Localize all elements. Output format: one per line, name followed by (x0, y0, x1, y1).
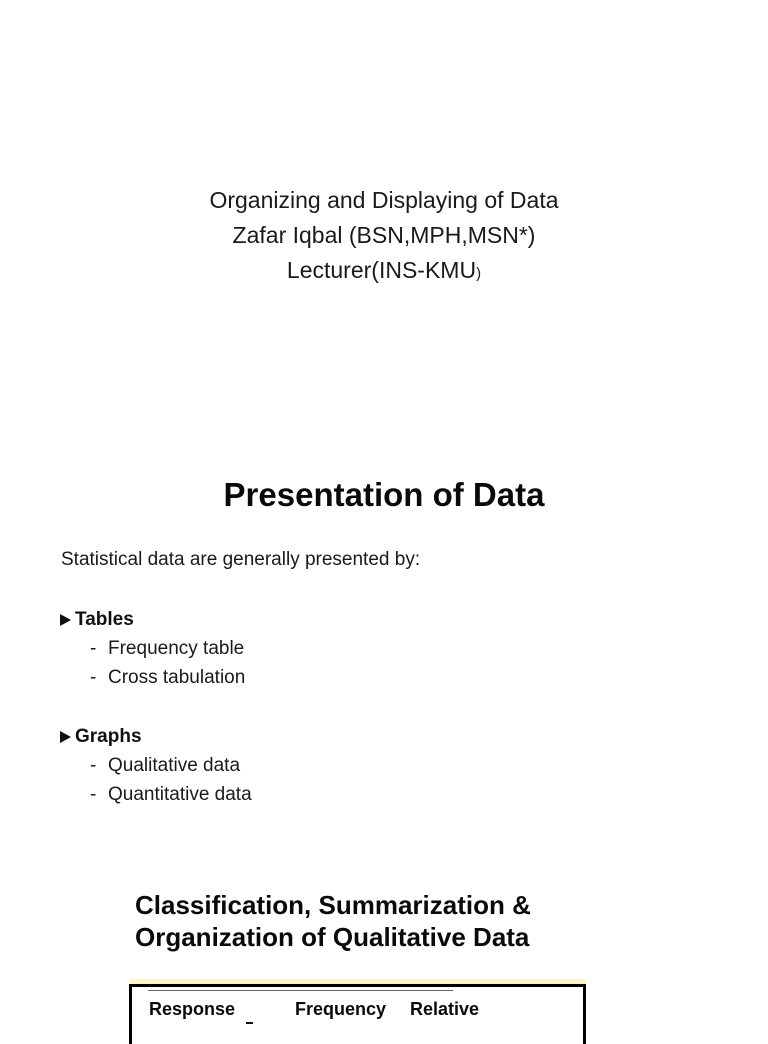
intro-text: Statistical data are generally presented by: (61, 549, 421, 570)
section-heading (60, 722, 252, 751)
section-heading-label: Tables (75, 608, 134, 630)
list-item: - Qualitative data (90, 755, 241, 776)
title-slide-text (0, 183, 768, 291)
column-header-frequency: Frequency (295, 999, 387, 1019)
list-item: - Frequency table (90, 638, 245, 659)
frequency-table (129, 979, 586, 1039)
section-graphs (60, 722, 252, 809)
section-heading-label: Graphs (75, 725, 142, 747)
arrow-bullet-icon (60, 731, 71, 743)
title-line: Classification, Summarization & (135, 890, 531, 920)
sub-list (60, 634, 245, 692)
role-closing-paren: ) (476, 265, 482, 282)
table-rule (148, 990, 453, 991)
list-item: - Quantitative data (90, 784, 252, 805)
title-line: Organization of Qualitative Data (135, 922, 530, 952)
role-line (0, 253, 768, 291)
author-line: Zafar Iqbal (BSN,MPH,MSN*) (232, 222, 536, 248)
arrow-bullet-icon (60, 614, 71, 626)
section-tables (60, 605, 245, 692)
section-heading (60, 605, 245, 634)
list-item-label: Quantitative data (108, 784, 252, 805)
list-item-label: Frequency table (108, 638, 245, 659)
section-title-presentation: Presentation of Data (223, 476, 545, 513)
column-header-relative: Relative (410, 999, 480, 1019)
list-item-label: Qualitative data (108, 755, 241, 776)
list-item-label: Cross tabulation (108, 667, 246, 688)
sub-list (60, 751, 252, 809)
role-text: Lecturer(INS-KMU (286, 257, 477, 283)
table-body (129, 984, 586, 1044)
document-title: Organizing and Displaying of Data (209, 187, 559, 213)
list-item: - Cross tabulation (90, 667, 246, 688)
column-header-response: Response (149, 999, 236, 1019)
section-title-classification (135, 889, 531, 953)
